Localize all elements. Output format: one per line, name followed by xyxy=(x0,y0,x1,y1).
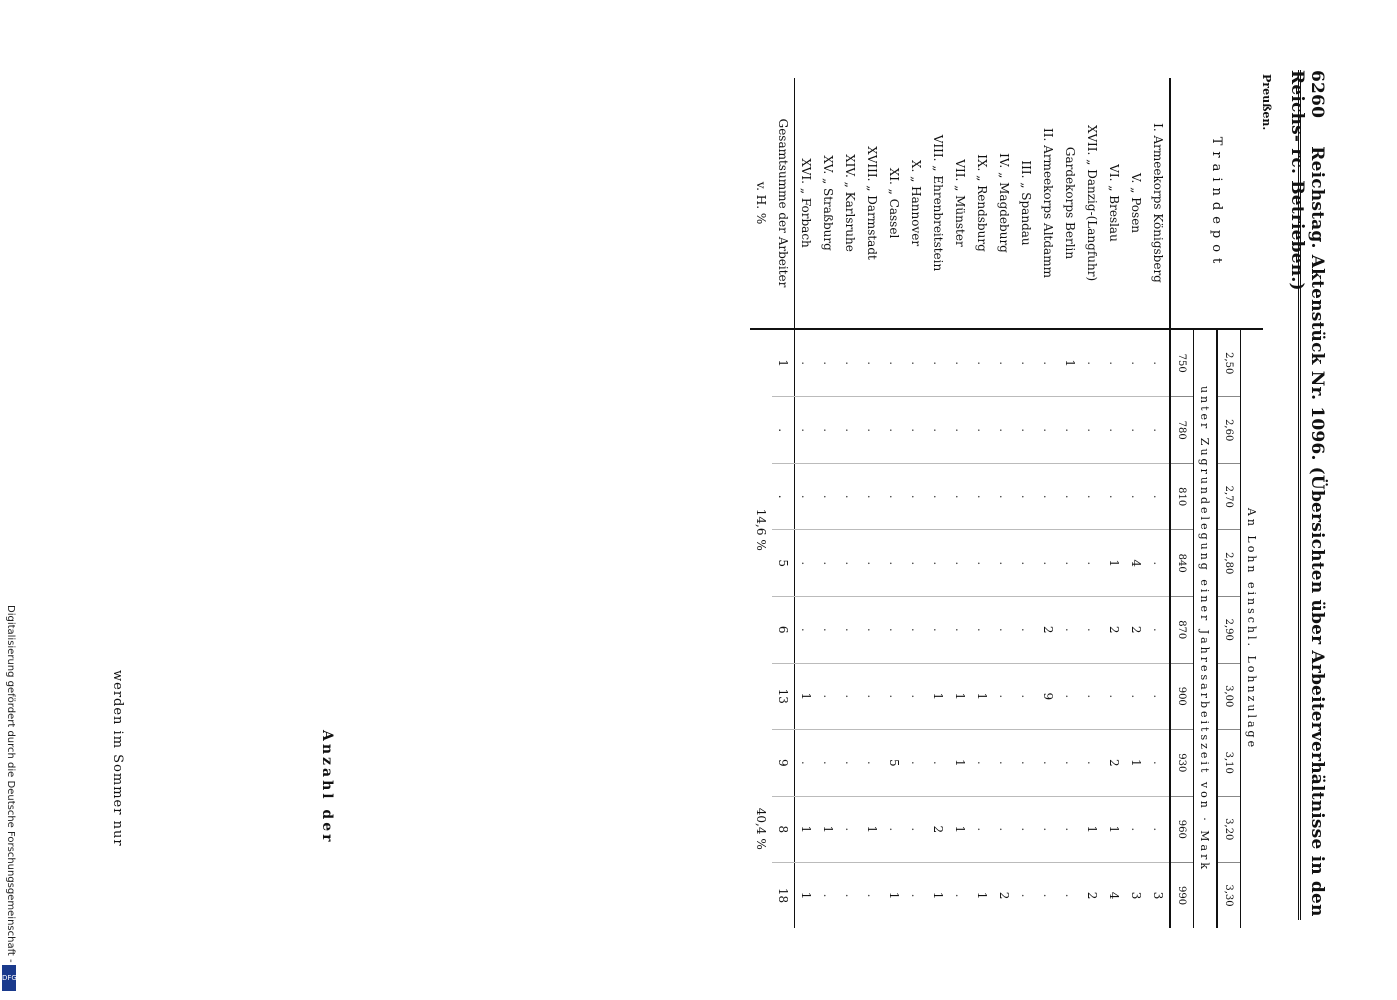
value-cell: . xyxy=(993,397,1015,464)
corps-ditto: „ xyxy=(1085,159,1099,166)
sum-cell: 13 xyxy=(772,663,795,730)
value-cell: . xyxy=(927,596,949,663)
sum-cell: 18 xyxy=(772,863,795,928)
value-cell: 1 xyxy=(795,663,818,730)
yearly-rate-cell: 900 xyxy=(1170,663,1194,730)
value-cell: . xyxy=(971,329,993,397)
percent-b: 40,4 % xyxy=(754,807,768,850)
value-cell: 1 xyxy=(927,863,949,928)
corps-number: V. xyxy=(1129,172,1143,184)
value-cell: . xyxy=(1125,796,1147,863)
value-cell: . xyxy=(861,863,883,928)
value-cell: . xyxy=(905,796,927,863)
value-cell: . xyxy=(883,397,905,464)
corps-ditto: „ xyxy=(1019,182,1033,189)
value-cell: . xyxy=(1147,530,1170,597)
row-label xyxy=(1037,78,1059,329)
corps-number: III. xyxy=(1019,160,1033,179)
value-cell: . xyxy=(883,463,905,530)
value-cell: . xyxy=(993,796,1015,863)
depot-place: Spandau xyxy=(1019,192,1033,246)
corps-ditto: „ xyxy=(799,187,813,195)
value-cell: . xyxy=(883,530,905,597)
value-cell: . xyxy=(927,397,949,464)
sum-cell: 8 xyxy=(772,796,795,863)
value-cell: 1 xyxy=(1125,730,1147,797)
value-cell: . xyxy=(1037,463,1059,530)
value-cell: . xyxy=(1015,863,1037,928)
value-cell: . xyxy=(795,397,818,464)
value-cell: 4 xyxy=(1125,530,1147,597)
sum-cell: 6 xyxy=(772,596,795,663)
value-cell: . xyxy=(1037,863,1059,928)
value-cell: . xyxy=(795,596,818,663)
sum-cell: . xyxy=(772,397,795,464)
value-cell: . xyxy=(905,596,927,663)
depot-place: Magdeburg xyxy=(997,182,1011,253)
value-cell: 9 xyxy=(1037,663,1059,730)
percent-label: v. H. % xyxy=(750,78,772,329)
scanned-page xyxy=(35,0,1335,1000)
percent-row xyxy=(750,78,772,928)
daily-rate-cell: 3,10 xyxy=(1217,730,1241,797)
value-cell: 2 xyxy=(993,863,1015,928)
row-label xyxy=(883,78,905,329)
table-row xyxy=(993,78,1015,928)
value-cell: . xyxy=(795,329,818,397)
value-cell: 1 xyxy=(861,796,883,863)
value-cell: . xyxy=(1081,596,1103,663)
value-cell: . xyxy=(1015,530,1037,597)
value-cell: . xyxy=(971,730,993,797)
row-label xyxy=(971,78,993,329)
value-cell: . xyxy=(927,530,949,597)
yearly-rate-cell: 930 xyxy=(1170,730,1194,797)
value-cell: . xyxy=(1147,730,1170,797)
corps-ditto: „ xyxy=(975,175,989,182)
depot-place: Forbach xyxy=(799,197,813,248)
corps-ditto: Armeekorps xyxy=(1041,145,1055,220)
value-cell: . xyxy=(1125,329,1147,397)
value-cell: 1 xyxy=(1059,329,1081,397)
sum-cell: 1 xyxy=(772,329,795,397)
depot-place: Rendsburg xyxy=(975,185,989,252)
yearly-rate-cell: 840 xyxy=(1170,530,1194,597)
table-row xyxy=(839,78,861,928)
value-cell: . xyxy=(1081,730,1103,797)
value-cell: 1 xyxy=(1103,530,1125,597)
value-cell: . xyxy=(839,329,861,397)
value-cell: . xyxy=(1103,463,1125,530)
value-cell: . xyxy=(1147,397,1170,464)
value-cell: . xyxy=(817,397,839,464)
yearly-rate-cell: 810 xyxy=(1170,463,1194,530)
value-cell: . xyxy=(817,863,839,928)
yearly-rate-cell: 960 xyxy=(1170,796,1194,863)
wage-table xyxy=(750,78,1263,928)
corps-number: VIII. xyxy=(931,134,945,162)
table-row xyxy=(861,78,883,928)
value-cell: . xyxy=(949,596,971,663)
yearly-rate-cell: 750 xyxy=(1170,329,1194,397)
value-cell: . xyxy=(861,596,883,663)
value-cell: . xyxy=(1147,796,1170,863)
value-cell: . xyxy=(883,596,905,663)
value-cell: . xyxy=(1081,463,1103,530)
row-label xyxy=(905,78,927,329)
corps-ditto: „ xyxy=(953,185,967,192)
value-cell: . xyxy=(883,329,905,397)
page-number: 6260 xyxy=(1307,70,1327,119)
corps-ditto: „ xyxy=(909,176,923,183)
value-cell: . xyxy=(1103,663,1125,730)
row-label xyxy=(817,78,839,329)
depot-place: Posen xyxy=(1129,197,1143,234)
rate-header: unter Zugrundelegung einer Jahresarbeitszeit von · Mark xyxy=(1194,329,1218,928)
anzahl-label: Anzahl der xyxy=(319,730,335,845)
value-cell: . xyxy=(905,663,927,730)
table-row xyxy=(971,78,993,928)
row-label xyxy=(993,78,1015,329)
value-cell: . xyxy=(1037,796,1059,863)
value-cell: . xyxy=(839,463,861,530)
value-cell: 1 xyxy=(1081,796,1103,863)
value-cell: . xyxy=(1015,663,1037,730)
corps-ditto: „ xyxy=(843,181,857,188)
value-cell: . xyxy=(861,663,883,730)
value-cell: . xyxy=(993,329,1015,397)
value-cell: . xyxy=(905,329,927,397)
value-cell: . xyxy=(1059,863,1081,928)
value-cell: . xyxy=(1125,397,1147,464)
row-label xyxy=(839,78,861,329)
table-row xyxy=(1103,78,1125,928)
value-cell: . xyxy=(817,530,839,597)
value-cell: . xyxy=(927,463,949,530)
corps-ditto: „ xyxy=(931,165,945,172)
value-cell: . xyxy=(839,530,861,597)
table-row xyxy=(1015,78,1037,928)
value-cell: 3 xyxy=(1125,863,1147,928)
sum-cell: . xyxy=(772,463,795,530)
table-row xyxy=(1147,78,1170,928)
table-row xyxy=(949,78,971,928)
value-cell: 2 xyxy=(1103,730,1125,797)
value-cell: . xyxy=(905,863,927,928)
daily-rate-cell: 3,00 xyxy=(1217,663,1241,730)
sommer-note: werden im Sommer nur xyxy=(110,670,125,847)
value-cell: 2 xyxy=(1037,596,1059,663)
value-cell: . xyxy=(839,730,861,797)
value-cell: . xyxy=(839,663,861,730)
corps-number: XVII. xyxy=(1085,124,1099,156)
value-cell: 2 xyxy=(927,796,949,863)
corps-number: I. xyxy=(1151,123,1165,132)
value-cell: 5 xyxy=(883,730,905,797)
sum-label: Gesamtsumme der Arbeiter xyxy=(772,78,795,329)
daily-rate-cell: 3,20 xyxy=(1217,796,1241,863)
value-cell: . xyxy=(993,663,1015,730)
value-cell: . xyxy=(1125,663,1147,730)
corps-ditto: „ xyxy=(997,172,1011,179)
value-cell: . xyxy=(1015,397,1037,464)
value-cell: . xyxy=(905,730,927,797)
corps-ditto: „ xyxy=(1129,187,1143,194)
table-row xyxy=(795,78,818,928)
value-cell: . xyxy=(905,530,927,597)
value-cell: . xyxy=(927,730,949,797)
value-cell: . xyxy=(1081,397,1103,464)
daily-rate-cell: 2,90 xyxy=(1217,596,1241,663)
value-cell: . xyxy=(1015,730,1037,797)
value-cell: . xyxy=(1059,730,1081,797)
value-cell: 1 xyxy=(795,863,818,928)
value-cell: . xyxy=(1059,530,1081,597)
value-cell: . xyxy=(1015,796,1037,863)
daily-rate-cell: 2,60 xyxy=(1217,397,1241,464)
value-cell: 1 xyxy=(971,663,993,730)
value-cell: . xyxy=(971,463,993,530)
daily-rate-cell: 2,50 xyxy=(1217,329,1241,397)
value-cell: . xyxy=(949,397,971,464)
value-cell: . xyxy=(905,463,927,530)
value-cell: . xyxy=(1015,596,1037,663)
corps-number: XVIII. xyxy=(865,146,879,182)
table-row xyxy=(1037,78,1059,928)
value-cell: . xyxy=(795,530,818,597)
value-cell: . xyxy=(839,397,861,464)
value-cell: . xyxy=(993,596,1015,663)
depot-place: Berlin xyxy=(1063,222,1077,260)
corps-number: VI. xyxy=(1107,164,1121,182)
value-cell: . xyxy=(861,397,883,464)
value-cell: . xyxy=(883,663,905,730)
value-cell: . xyxy=(817,663,839,730)
daily-rate-cell: 3,30 xyxy=(1217,863,1241,928)
depot-place: Breslau xyxy=(1107,195,1121,242)
page-header xyxy=(1287,70,1327,950)
value-cell: . xyxy=(1059,463,1081,530)
corps-number: X. xyxy=(909,159,923,173)
top-header: An Lohn einschl. Lohnzulage xyxy=(1241,329,1264,928)
row-label xyxy=(1125,78,1147,329)
value-cell: . xyxy=(1015,463,1037,530)
value-cell: . xyxy=(839,863,861,928)
value-cell: 1 xyxy=(1103,796,1125,863)
row-label xyxy=(1059,78,1081,329)
value-cell: . xyxy=(971,530,993,597)
row-label xyxy=(1147,78,1170,329)
header-title: Reichstag. Aktenstück Nr. 1096. (Übersichten über Arbeiterverhältnisse in den Reichs- rc. Betrieben.) xyxy=(1287,70,1327,917)
depot-place: Darmstadt xyxy=(865,195,879,260)
value-cell: . xyxy=(1081,663,1103,730)
value-cell: . xyxy=(861,530,883,597)
value-cell: . xyxy=(1125,463,1147,530)
value-cell: . xyxy=(1081,329,1103,397)
table-row xyxy=(1081,78,1103,928)
yearly-rate-cell: 780 xyxy=(1170,397,1194,464)
value-cell: . xyxy=(949,530,971,597)
depot-header: Traindepot xyxy=(1170,78,1263,329)
value-cell: . xyxy=(1059,397,1081,464)
row-label xyxy=(1015,78,1037,329)
header-rule xyxy=(1298,70,1301,920)
table-body xyxy=(750,78,1170,928)
depot-place: Cassel xyxy=(887,198,901,239)
corps-number: XVI. xyxy=(799,158,813,184)
value-cell: . xyxy=(1059,796,1081,863)
sum-row xyxy=(772,78,795,928)
value-cell: . xyxy=(883,796,905,863)
state-label: Preußen. xyxy=(1260,74,1273,131)
table-row xyxy=(1125,78,1147,928)
value-cell: 1 xyxy=(971,863,993,928)
value-cell: . xyxy=(1037,329,1059,397)
value-cell: . xyxy=(1147,463,1170,530)
table-row xyxy=(883,78,905,928)
digitization-note: Digitalisierung gefördert durch die Deutsche Forschungsgemeinschaft - xyxy=(5,605,16,963)
value-cell: . xyxy=(1103,329,1125,397)
sum-cell: 9 xyxy=(772,730,795,797)
depot-place: Ehrenbreitstein xyxy=(931,175,945,272)
value-cell: 2 xyxy=(1081,863,1103,928)
value-cell: . xyxy=(1147,663,1170,730)
value-cell: . xyxy=(861,730,883,797)
value-cell: . xyxy=(861,329,883,397)
value-cell: . xyxy=(949,863,971,928)
row-label xyxy=(861,78,883,329)
value-cell: . xyxy=(1059,663,1081,730)
percent-a: 14,6 % xyxy=(754,508,768,551)
value-cell: 1 xyxy=(949,730,971,797)
table-row xyxy=(927,78,949,928)
corps-number: XI. xyxy=(887,167,901,185)
value-cell: . xyxy=(905,397,927,464)
value-cell: . xyxy=(817,596,839,663)
corps-ditto: „ xyxy=(865,185,879,192)
value-cell: . xyxy=(817,463,839,530)
corps-ditto: „ xyxy=(887,188,901,195)
value-cell: . xyxy=(839,596,861,663)
corps-number: XV. xyxy=(821,155,835,175)
corps-number: IX. xyxy=(975,154,989,172)
corps-number: VII. xyxy=(953,159,967,182)
daily-rate-cell: 2,70 xyxy=(1217,463,1241,530)
row-label xyxy=(927,78,949,329)
corps-number: II. xyxy=(1041,128,1055,142)
depot-place: Königsberg xyxy=(1151,213,1165,283)
value-cell: . xyxy=(971,796,993,863)
value-cell: . xyxy=(993,530,1015,597)
value-cell: 2 xyxy=(1125,596,1147,663)
value-cell: . xyxy=(993,463,1015,530)
corps-ditto: „ xyxy=(1107,185,1121,192)
value-cell: . xyxy=(1103,397,1125,464)
value-cell: . xyxy=(795,463,818,530)
value-cell: . xyxy=(971,397,993,464)
depot-place: Danzig-(Langfuhr) xyxy=(1085,169,1099,282)
corps-ditto: Armeekorps xyxy=(1151,135,1165,210)
value-cell: 1 xyxy=(949,663,971,730)
row-label xyxy=(1103,78,1125,329)
sum-cell: 5 xyxy=(772,530,795,597)
yearly-rate-cell: 990 xyxy=(1170,863,1194,928)
daily-rate-cell: 2,80 xyxy=(1217,530,1241,597)
corps-number: XIV. xyxy=(843,154,857,178)
depot-place: Münster xyxy=(953,195,967,247)
value-cell: . xyxy=(1081,530,1103,597)
value-cell: . xyxy=(795,730,818,797)
value-cell: . xyxy=(839,796,861,863)
depot-place: Straßburg xyxy=(821,188,835,251)
value-cell: . xyxy=(993,730,1015,797)
row-label xyxy=(795,78,818,329)
value-cell: . xyxy=(1059,596,1081,663)
depot-place: Hannover xyxy=(909,186,923,247)
value-cell: . xyxy=(927,329,949,397)
row-label xyxy=(949,78,971,329)
value-cell: . xyxy=(1037,530,1059,597)
value-cell: 1 xyxy=(927,663,949,730)
table-row xyxy=(905,78,927,928)
value-cell: 1 xyxy=(949,796,971,863)
corps-number: IV. xyxy=(997,153,1011,169)
value-cell: 1 xyxy=(883,863,905,928)
value-cell: . xyxy=(949,329,971,397)
value-cell: 1 xyxy=(795,796,818,863)
table-row xyxy=(817,78,839,928)
corps-ditto: „ xyxy=(821,177,835,185)
table-row xyxy=(1059,78,1081,928)
value-cell: 1 xyxy=(817,796,839,863)
value-cell: . xyxy=(817,329,839,397)
yearly-rate-cell: 870 xyxy=(1170,596,1194,663)
value-cell: 2 xyxy=(1103,596,1125,663)
depot-place: Altdamm xyxy=(1041,223,1055,278)
dfg-logo: DFG xyxy=(2,965,16,991)
value-cell: . xyxy=(1147,329,1170,397)
value-cell: 3 xyxy=(1147,863,1170,928)
value-cell: . xyxy=(971,596,993,663)
value-cell: . xyxy=(949,463,971,530)
depot-place: Karlsruhe xyxy=(843,191,857,252)
value-cell: . xyxy=(1147,596,1170,663)
value-cell: . xyxy=(817,730,839,797)
row-label xyxy=(1081,78,1103,329)
corps-ditto: Gardekorps xyxy=(1063,146,1077,219)
value-cell: . xyxy=(1037,730,1059,797)
value-cell: 4 xyxy=(1103,863,1125,928)
value-cell: . xyxy=(1015,329,1037,397)
value-cell: . xyxy=(861,463,883,530)
value-cell: . xyxy=(1037,397,1059,464)
